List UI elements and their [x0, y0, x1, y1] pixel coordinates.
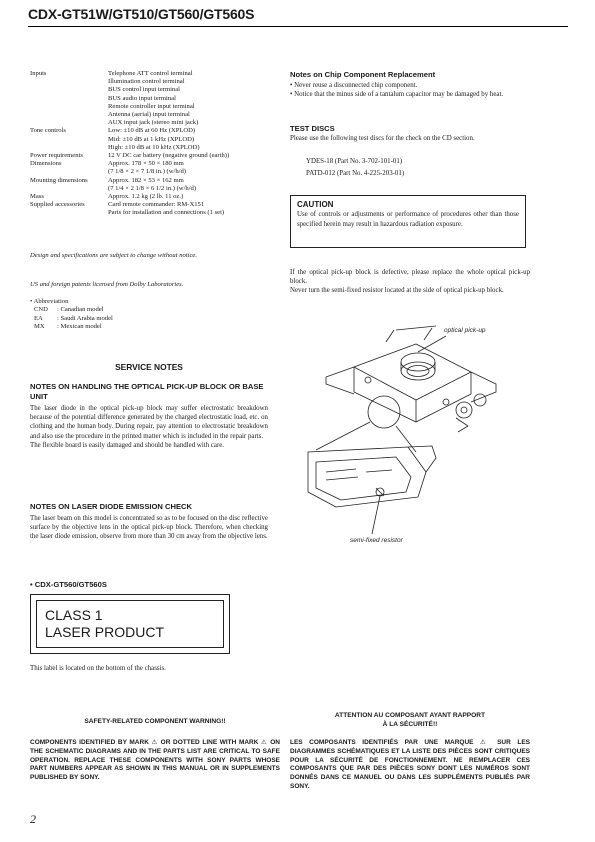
spec-value: Illumination control terminal [108, 78, 185, 86]
pickup-replacement-text [290, 268, 530, 296]
abbreviation-item [30, 323, 113, 331]
spec-values [108, 193, 275, 201]
flexible-board-paragraph: The flexible board is easily damaged and should be handled with care. [30, 441, 225, 449]
spec-row [30, 193, 275, 201]
abbreviation-list [30, 298, 113, 332]
spec-value: Parts for installation and connections (1 set) [108, 209, 225, 217]
spec-value: (7 1/4 × 2 1/8 × 6 1/2 in.) (w/h/d) [108, 184, 197, 192]
abbreviation-title: • Abbreviation [30, 298, 69, 305]
model-title: CDX-GT51W/GT510/GT560/GT560S [28, 6, 255, 22]
chip-replacement-list [290, 81, 530, 99]
spec-label: Inputs [30, 70, 47, 77]
spec-values [108, 70, 275, 127]
abbreviation-code: EA [34, 314, 43, 322]
safety-warning-heading-fr [290, 711, 530, 729]
chip-replacement-heading: Notes on Chip Component Replacement [290, 70, 436, 79]
safety-heading-fr-line2: À LA SÉCURITÉ!! [382, 721, 438, 728]
spec-values [108, 201, 275, 217]
optical-pickup-illustration [296, 322, 536, 547]
optical-handling-body [30, 404, 268, 450]
class-line: CLASS 1 [45, 607, 103, 623]
caution-heading: CAUTION [297, 200, 334, 209]
spec-label: Mounting dimensions [30, 176, 88, 184]
laser-product-line: LASER PRODUCT [45, 624, 165, 640]
abbreviation-meaning: : Saudi Arabia model [57, 314, 113, 322]
safety-warning-body-fr: LES COMPOSANTS IDENTIFIÉS PAR UNE MARQUE ⚠ SUR LES DIAGRAMMES SCHÉMATIQUES ET LA LISTE DES PIÈCES SONT CRITIQUES POUR LA SÉCURITÉ DE FONCTIONNEMENT. NE REMPLACER CES COMPOSANTS QUE PAR DES PIÈCES SONY DONT LES NUMÉROS SONT DONNÉS DANS CE MANUEL OU DANS LES SUPPLÉMENTS PUBLIÉS PAR SONY. [290, 739, 530, 790]
spec-value: AUX input jack (stereo mini jack) [108, 119, 199, 127]
spec-label: Supplied accessories [30, 201, 85, 209]
spec-value: High: ±10 dB at 10 kHz (XPLOD) [108, 143, 200, 151]
spec-row [30, 70, 275, 127]
spec-values [108, 160, 275, 176]
spec-value: Card remote commander: RM-X151 [108, 201, 205, 209]
spec-label: Power requirements [30, 152, 83, 160]
spec-values [108, 152, 275, 160]
class1-label-inner [36, 600, 224, 648]
spec-value: Telephone ATT control terminal [108, 70, 193, 77]
caution-text: Use of controls or adjustments or performance of procedures other than those specified herein may result in hazardous radiation exposure. [297, 211, 519, 228]
spec-row [30, 201, 275, 217]
safety-heading-fr-line1: ATTENTION AU COMPOSANT AYANT RAPPORT [334, 712, 486, 719]
spec-label: Tone controls [30, 127, 66, 135]
header-rule [28, 26, 568, 27]
pickup-block-body [354, 344, 471, 400]
abbreviation-code: CND [34, 306, 48, 314]
laser-check-heading: NOTES ON LASER DIODE EMISSION CHECK [30, 502, 193, 511]
optical-pickup-label: optical pick-up [444, 327, 486, 334]
abbreviation-code: MX [34, 323, 45, 331]
safety-warning-heading-en: SAFETY-RELATED COMPONENT WARNING!! [84, 718, 226, 725]
page-number: 2 [30, 812, 36, 826]
test-discs-heading: TEST DISCS [290, 124, 335, 133]
gear [456, 402, 472, 418]
abbreviation-meaning: : Canadian model [57, 306, 104, 314]
laser-check-body: The laser beam on this model is concentrated so as to be focused on the disc reflective surface by the objective lens in the optical pick-up block. Therefore, when checking the laser diode emission, observe from more than 30 cm away from the objective lens. [30, 515, 268, 541]
spec-values [108, 127, 275, 152]
spec-value: Remote controller input terminal [108, 102, 195, 110]
spec-value: 12 V DC car battery (negative ground (earth)) [108, 152, 230, 160]
spec-row [30, 152, 275, 160]
chip-note-item: • Never reuse a disconnected chip component. [290, 82, 418, 89]
spec-row [30, 177, 275, 193]
spec-value: Approx. 178 × 50 × 180 mm [108, 160, 184, 168]
caution-box [290, 195, 526, 248]
class1-laser-label [30, 594, 230, 654]
design-note: Design and specifications are subject to change without notice. [30, 252, 197, 259]
spec-value: BUS audio input terminal [108, 94, 176, 102]
resistor-warning-note: Never turn the semi-fixed resistor located at the side of optical pick-up block. [290, 287, 504, 295]
abbreviation-item [30, 306, 113, 314]
test-disc-item: PATD-012 (Part No. 4-225-203-01) [306, 170, 405, 177]
spec-row [30, 127, 275, 152]
patent-note: US and foreign patents licensed from Dolby Laboratories. [30, 281, 184, 288]
test-disc-list [306, 156, 404, 180]
flexible-board [308, 447, 426, 507]
spec-label: Mass [30, 193, 44, 201]
optical-handling-heading: NOTES ON HANDLING THE OPTICAL PICK-UP BLOCK OR BASE UNIT [30, 382, 264, 401]
safety-warning-body-en: COMPONENTS IDENTIFIED BY MARK ⚠ OR DOTTED LINE WITH MARK ⚠ ON THE SCHEMATIC DIAGRAMS AND IN THE PARTS LIST ARE CRITICAL TO SAFE OPERATION. REPLACE THESE COMPONENTS WITH SONY PARTS WHOSE PART NUMBERS APPEAR AS SHOWN IN THIS MANUAL OR IN SUPPLEMENTS PUBLISHED BY SONY. [30, 739, 280, 782]
spec-values [108, 177, 275, 193]
semi-fixed-resistor-label: semi-fixed resistor [350, 537, 403, 544]
laser-label-model: • CDX-GT560/GT560S [30, 580, 107, 589]
spec-value: (7 1/8 × 2 × 7 1/8 in.) (w/h/d) [108, 168, 186, 176]
abbreviation-item [30, 315, 113, 323]
spec-table [30, 70, 275, 218]
abbreviation-meaning: : Mexican model [57, 323, 102, 331]
chip-note-item: • Notice that the minus side of a tantalum capacitor may be damaged by heat. [290, 91, 504, 99]
spec-value: Approx. 182 × 53 × 162 mm [108, 176, 184, 184]
spec-label: Dimensions [30, 160, 62, 168]
spec-value: Mid: ±10 dB at 1 kHz (XPLOD) [108, 135, 195, 143]
pickup-leader-line [418, 336, 446, 352]
spec-value: BUS control input terminal [108, 86, 180, 94]
spec-value: Antenna (aerial) input terminal [108, 111, 190, 119]
spec-row [30, 160, 275, 176]
service-notes-title: SERVICE NOTES [115, 362, 183, 372]
resistor-leader-line [372, 496, 380, 534]
test-disc-item: YDES-18 (Part No. 3-702-101-01) [306, 158, 403, 165]
pickup-defective-note: If the optical pick-up block is defective, please replace the whole optical pick-up block. [290, 269, 530, 286]
label-location-caption: This label is located on the bottom of the chassis. [30, 665, 166, 672]
spec-value: Low: ±10 dB at 60 Hz (XPLOD) [108, 127, 196, 135]
test-discs-intro: Please use the following test discs for the check on the CD section. [290, 135, 475, 142]
spec-value: Approx. 1.2 kg (2 lb. 11 oz.) [108, 193, 184, 201]
optical-handling-paragraph: The laser diode in the optical pick-up block may suffer electrostatic breakdown because of the potential difference generated by the charged electrostatic load, etc. on clothing and the human body. During repair, pay attention to electrostatic breakdown and also use the procedure in the printed matter which is included in the repair parts. [30, 405, 268, 440]
